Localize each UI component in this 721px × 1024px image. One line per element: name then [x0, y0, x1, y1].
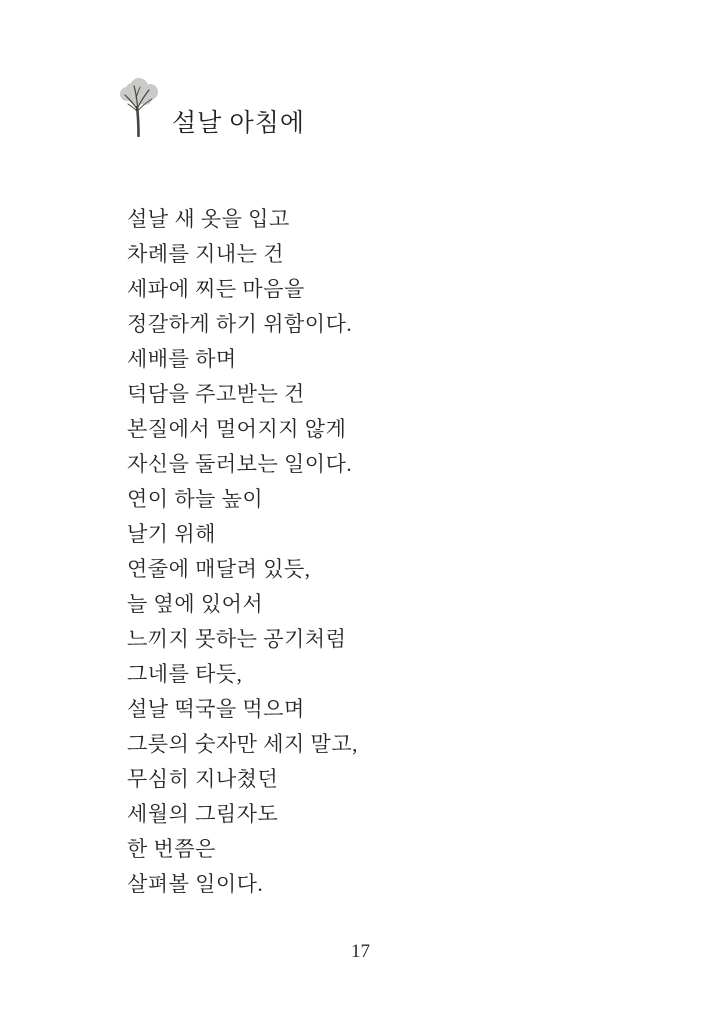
- poem-line: 느끼지 못하는 공기처럼: [127, 627, 347, 651]
- poem-title: 설날 아침에: [172, 110, 306, 137]
- poem-line: 세배를 하며: [127, 347, 237, 371]
- poem-body: [127, 202, 358, 902]
- poem-header: [117, 75, 305, 142]
- poem-line: 무심히 지나쳤던: [127, 767, 279, 791]
- poem-line: 자신을 둘러보는 일이다.: [127, 452, 353, 476]
- poem-line: 설날 떡국을 먹으며: [127, 697, 305, 721]
- poem-line: 그네를 타듯,: [127, 662, 243, 686]
- poem-line: 늘 옆에 있어서: [127, 592, 264, 616]
- poem-line: 연이 하늘 높이: [127, 487, 264, 511]
- tree-icon: [117, 75, 163, 142]
- poem-line: 세파에 찌든 마음을: [127, 277, 305, 301]
- poem-line: 정갈하게 하기 위함이다.: [127, 312, 353, 336]
- poem-line: 살펴볼 일이다.: [127, 872, 264, 896]
- poem-line: 그릇의 숫자만 세지 말고,: [127, 732, 358, 756]
- poem-line: 연줄에 매달려 있듯,: [127, 557, 311, 581]
- poem-line: 세월의 그림자도: [127, 802, 279, 826]
- poem-line: 차례를 지내는 건: [127, 242, 285, 266]
- poem-line: 설날 새 옷을 입고: [127, 207, 290, 231]
- poem-line: 덕담을 주고받는 건: [127, 382, 305, 406]
- poem-line: 날기 위해: [127, 522, 216, 546]
- poem-line: 본질에서 멀어지지 않게: [127, 417, 347, 441]
- poem-line: 한 번쯤은: [127, 837, 216, 861]
- page-number: 17: [351, 941, 370, 962]
